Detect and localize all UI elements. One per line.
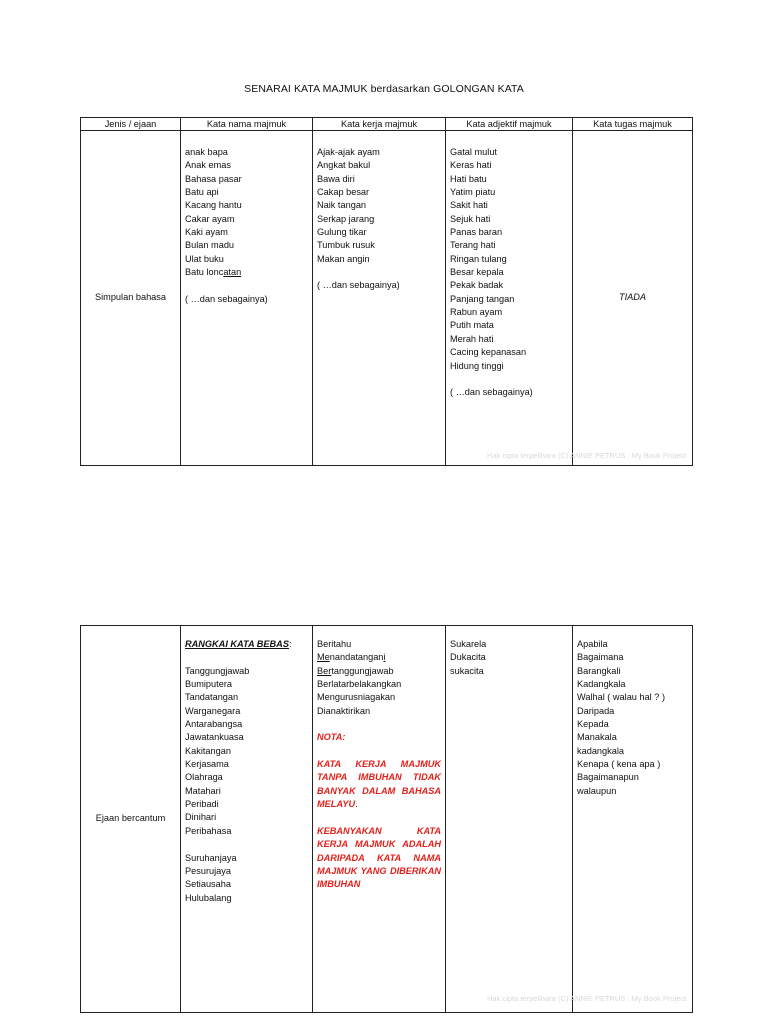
watermark-text: Hak cipta terpelihara (C) ANNIE PETRUS : My Book Project	[487, 451, 687, 460]
table-row	[81, 626, 693, 1013]
row-label: Simpulan bahasa	[81, 131, 181, 466]
list-item: Bertanggungjawab	[317, 665, 394, 676]
nota-label: NOTA:	[317, 732, 346, 743]
list-item: Tanggungjawab	[185, 665, 250, 676]
list-item: Menandatangani	[317, 652, 386, 663]
list-item: Sakit hati	[450, 200, 488, 211]
nota-paragraph-1: KATA KERJA MAJMUK TANPA IMBUHAN TIDAK BANYAK DALAM BAHASA MELAYU.	[317, 759, 441, 810]
list-item: Naik tangan	[317, 200, 367, 211]
list-item: Cacing kepanasan	[450, 347, 527, 358]
header-kata-nama: Kata nama majmuk	[181, 118, 313, 131]
list-item: Bulan madu	[185, 240, 235, 251]
list-item: Olahraga	[185, 772, 223, 783]
list-item: sukacita	[450, 665, 484, 676]
kata-adjektif-cell	[446, 626, 573, 1013]
kata-kerja-list	[317, 146, 441, 266]
nota-paragraph-2: KEBANYAKAN KATA KERJA MAJMUK ADALAH DARIPADA KATA NAMA MAJMUK YANG DIBERIKAN IMBUHAN	[317, 825, 441, 890]
list-item: Bagaimana	[577, 652, 624, 663]
kata-adjektif-cell	[446, 131, 573, 466]
row-label: Ejaan bercantum	[81, 626, 181, 1013]
header-kata-kerja: Kata kerja majmuk	[313, 118, 446, 131]
list-item: Angkat bakul	[317, 160, 371, 171]
kata-kerja-cell	[313, 131, 446, 466]
list-item: Berlatarbelakangkan	[317, 679, 402, 690]
list-item: kadangkala	[577, 745, 624, 756]
list-item: Putih mata	[450, 320, 494, 331]
list-item: Keras hati	[450, 160, 492, 171]
list-item: Panjang tangan	[450, 293, 515, 304]
list-item: Apabila	[577, 639, 608, 649]
document-title: SENARAI KATA MAJMUK berdasarkan GOLONGAN KATA	[244, 83, 524, 95]
list-item: Kenapa ( kena apa )	[577, 759, 661, 770]
list-item: Daripada	[577, 705, 615, 716]
list-item: Suruhanjaya	[185, 852, 237, 863]
list-item: Besar kepala	[450, 267, 504, 278]
list-item: Peribadi	[185, 799, 219, 810]
list-item: Ringan tulang	[450, 253, 507, 264]
list-item: Pekak badak	[450, 280, 504, 291]
list-item: Antarabangsa	[185, 719, 243, 730]
list-item: Barangkali	[577, 665, 621, 676]
list-item: Ajak-ajak ayam	[317, 147, 380, 157]
kata-nama-cell	[181, 626, 313, 1013]
more-note: ( …dan sebagainya)	[317, 280, 400, 291]
list-item: Kepada	[577, 719, 609, 730]
kata-tugas-list	[577, 638, 688, 798]
kata-tugas-cell: TIADA	[573, 131, 693, 466]
list-item: Dinihari	[185, 812, 217, 823]
list-item: Sukarela	[450, 639, 487, 649]
header-kata-adjektif: Kata adjektif majmuk	[446, 118, 573, 131]
kata-kerja-cell	[313, 626, 446, 1013]
list-item: Ulat buku	[185, 253, 224, 264]
list-item: Walhal ( walau hal ? )	[577, 692, 665, 703]
kata-majmuk-table-simpulan	[80, 117, 693, 466]
table-row	[81, 131, 693, 466]
list-item: Cakap besar	[317, 187, 370, 198]
list-item: Kadangkala	[577, 679, 626, 690]
kata-kerja-list	[317, 678, 441, 718]
list-item: Merah hati	[450, 333, 494, 344]
kata-majmuk-table-bercantum	[80, 625, 693, 1013]
list-item: Gatal mulut	[450, 147, 497, 157]
rangkai-kata-bebas-heading: RANGKAI KATA BEBAS:	[185, 639, 292, 649]
kata-nama-list	[185, 665, 308, 838]
list-item: Anak emas	[185, 160, 231, 171]
list-item: Rabun ayam	[450, 307, 503, 318]
list-item: Kakitangan	[185, 745, 231, 756]
list-item: Terang hati	[450, 240, 496, 251]
header-kata-tugas: Kata tugas majmuk	[573, 118, 693, 131]
list-item: Hati batu	[450, 173, 487, 184]
kata-nama-cell	[181, 131, 313, 466]
list-item: Bawa diri	[317, 173, 355, 184]
list-item: Warganegara	[185, 705, 241, 716]
list-item: anak bapa	[185, 147, 228, 157]
header-jenis: Jenis / ejaan	[81, 118, 181, 131]
list-item: Pesurujaya	[185, 865, 231, 876]
list-item: Serkap jarang	[317, 213, 375, 224]
header-row	[81, 118, 693, 131]
list-item: Makan angin	[317, 253, 370, 264]
list-item: Bumiputera	[185, 679, 232, 690]
list-item: Setiausaha	[185, 879, 231, 890]
list-item: Sejuk hati	[450, 213, 491, 224]
kata-nama-list	[185, 146, 308, 266]
list-item: Matahari	[185, 785, 221, 796]
list-item: Kacang hantu	[185, 200, 242, 211]
list-item: Manakala	[577, 732, 617, 743]
list-item: Hulubalang	[185, 892, 232, 903]
list-item: Panas baran	[450, 227, 503, 238]
list-item: Dianaktirikan	[317, 705, 371, 716]
kata-adjektif-list	[450, 638, 568, 678]
list-item: Beritahu	[317, 639, 352, 649]
list-item: Dukacita	[450, 652, 486, 663]
list-item: Mengurusniagakan	[317, 692, 396, 703]
list-item: Bagaimanapun	[577, 772, 639, 783]
list-item: Tandatangan	[185, 692, 239, 703]
list-item: Peribahasa	[185, 825, 232, 836]
watermark-text: Hak cipta terpelihara (C) ANNIE PETRUS : My Book Project	[487, 994, 687, 1003]
list-item: walaupun	[577, 785, 617, 796]
kata-tugas-cell	[573, 626, 693, 1013]
list-item: Jawatankuasa	[185, 732, 244, 743]
list-item: Batu loncatan	[185, 267, 242, 278]
list-item: Yatim piatu	[450, 187, 496, 198]
kata-adjektif-list	[450, 146, 568, 373]
list-item: Kaki ayam	[185, 227, 228, 238]
list-item: Gulung tikar	[317, 227, 367, 238]
more-note: ( …dan sebagainya)	[450, 387, 533, 398]
list-item: Bahasa pasar	[185, 173, 242, 184]
list-item: Cakar ayam	[185, 213, 235, 224]
kata-nama-list-2	[185, 852, 308, 905]
list-item: Batu api	[185, 187, 219, 198]
list-item: Hidung tinggi	[450, 360, 504, 371]
more-note: ( …dan sebagainya)	[185, 293, 268, 304]
list-item: Kerjasama	[185, 759, 229, 770]
list-item: Tumbuk rusuk	[317, 240, 375, 251]
